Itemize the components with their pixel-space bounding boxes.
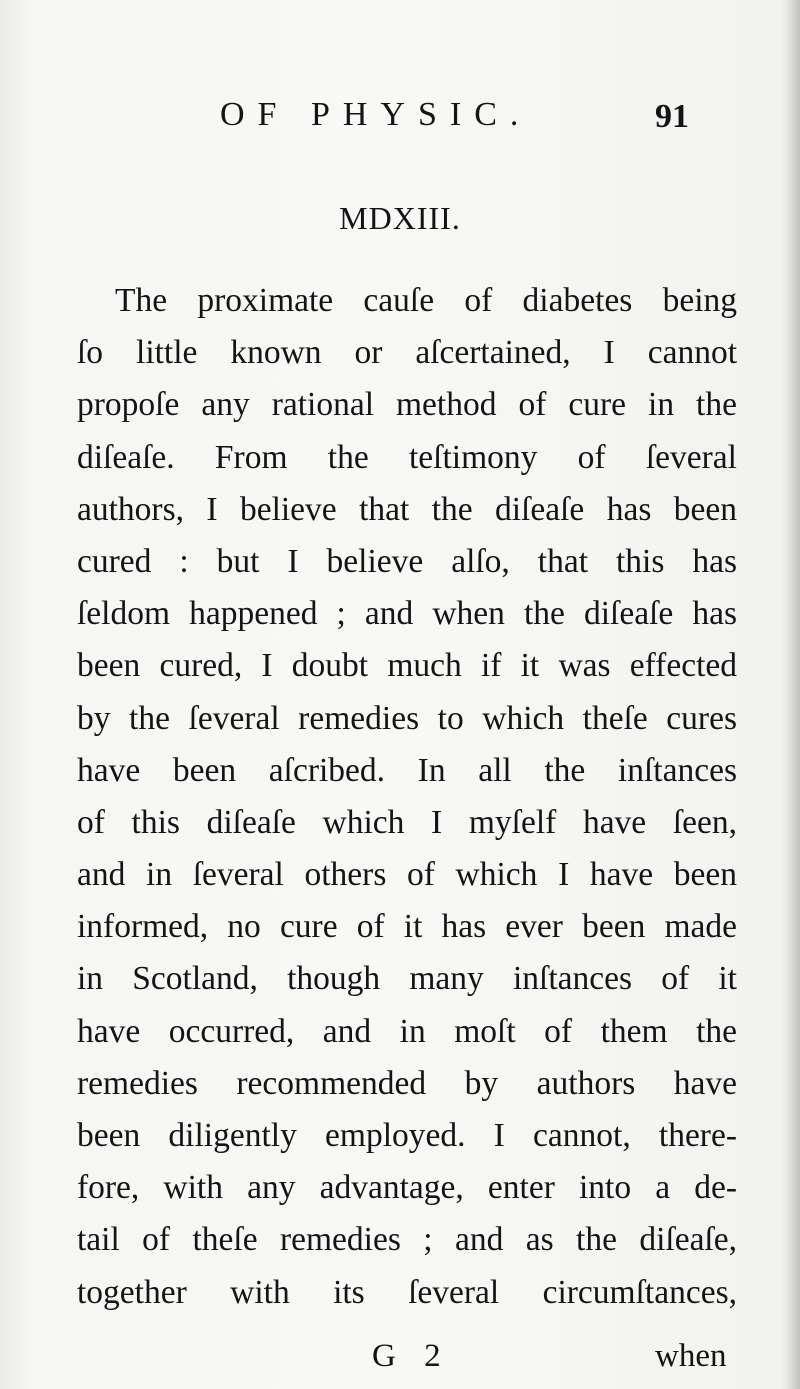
text-line: ſo little known or aſcertained, I cannot [77, 334, 737, 372]
catchword: when [655, 1338, 727, 1374]
text-line: together with its ſeveral circumſtances, [77, 1273, 737, 1311]
running-title: OF PHYSIC. [220, 96, 532, 133]
text-line: have been aſcribed. In all the inſtances [77, 751, 737, 789]
text-line: ſeldom happened ; and when the diſeaſe has [77, 595, 737, 633]
page-edge-shadow [786, 0, 800, 1389]
text-line: diſeaſe. From the teſtimony of ſeveral [77, 438, 737, 476]
page-footer [0, 1338, 800, 1384]
signature-mark: G 2 [372, 1338, 451, 1374]
page-number: 91 [655, 98, 689, 135]
text-line: been diligently employed. I cannot, there- [77, 1117, 737, 1154]
section-number: MDXIII. [339, 200, 461, 236]
text-line: authors, I believe that the diſeaſe has been [77, 490, 737, 528]
text-line: of this diſeaſe which I myſelf have ſeen, [77, 803, 737, 841]
text-line: cured : but I believe alſo, that this has [77, 542, 737, 580]
text-line: by the ſeveral remedies to which theſe cures [77, 699, 737, 737]
text-line: in Scotland, though many inſtances of it [77, 960, 737, 998]
text-line: and in ſeveral others of which I have been [77, 856, 737, 894]
text-line: tail of theſe remedies ; and as the diſeaſe, [77, 1221, 737, 1259]
body-text [77, 275, 737, 1319]
text-line: fore, with any advantage, enter into a de- [77, 1169, 737, 1207]
text-line: have occurred, and in moſt of them the [77, 1012, 737, 1050]
text-line: been cured, I doubt much if it was effected [77, 647, 737, 685]
text-line: The proximate cauſe of diabetes being [115, 282, 737, 319]
text-line: propoſe any rational method of cure in the [77, 386, 737, 424]
text-line: informed, no cure of it has ever been made [77, 908, 737, 946]
running-head [0, 96, 800, 146]
text-line: remedies recommended by authors have [77, 1064, 737, 1102]
